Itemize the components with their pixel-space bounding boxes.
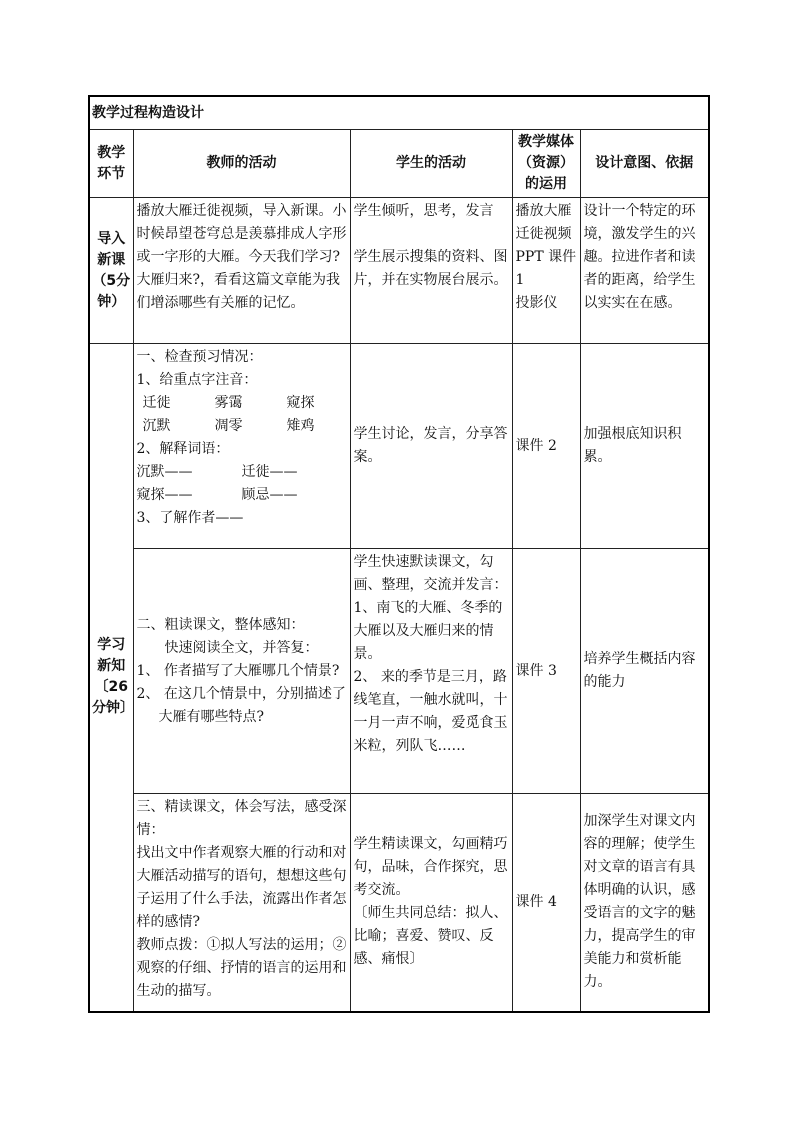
preview-heading: 一、检查预习情况： (136, 349, 263, 365)
close-instruction: 找出文中作者观察大雁的行动和对大雁活动描写的语句，想想这些句子运用了什么手法，流露出作者怎样的感情? (136, 845, 347, 930)
word-item: 窥探 (286, 395, 315, 411)
phonetic-words-row-1 (137, 392, 347, 415)
student-activity-intro (350, 198, 512, 344)
media-intro (512, 198, 580, 344)
vocab-item: 窥探—— (136, 487, 193, 503)
table-row (89, 344, 709, 549)
media-intro-2: 投影仪 (515, 295, 558, 311)
intent-skim: 培养学生概括内容的能力 (580, 549, 709, 794)
skim-student-3: 2、 来的季节是三月，路线笔直，一触水就叫，十一月一声不响，爱觅食玉米粒，列队飞…… (353, 669, 508, 754)
teacher-activity-preview (133, 344, 350, 549)
word-item: 雾霭 (214, 395, 243, 411)
teacher-activity-close-reading (133, 794, 350, 1012)
skim-student-1: 学生快速默读课文，勾画、整理，交流并发言： (353, 554, 508, 593)
close-heading: 三、精读课文，体会写法，感受深情： (136, 799, 347, 838)
student-activity-intro-2: 学生展示搜集的资料、图片，并在实物展台展示。 (353, 249, 508, 288)
word-item: 沉默 (142, 418, 171, 434)
skim-student-2: 1、南飞的大雁、冬季的大雁以及大雁归来的情景。 (353, 600, 503, 662)
vocab-row-2 (137, 484, 347, 507)
preview-author: 3、了解作者—— (136, 510, 244, 526)
vocab-item: 顾忌—— (241, 487, 298, 503)
media-skim: 课件 3 (512, 549, 580, 794)
stage-intro: 导入新课（5分钟） (89, 198, 133, 344)
student-activity-close-reading (350, 794, 512, 1012)
skim-instruction: 快速阅读全文，并答复： (164, 639, 319, 656)
header-teacher: 教师的活动 (133, 130, 350, 198)
table-row (89, 794, 709, 1012)
media-close-reading: 课件 4 (512, 794, 580, 1012)
lesson-plan-document (88, 95, 708, 1013)
vocab-row-1 (137, 461, 347, 484)
header-intent: 设计意图、依据 (580, 130, 709, 198)
close-student-2: 〔师生共同总结：拟人、比喻；喜爱、赞叹、反感、痛恨〕 (353, 905, 508, 968)
intent-preview: 加强根底知识积累。 (580, 344, 709, 549)
stage-new-knowledge: 学习新知〔26分钟〕 (89, 344, 133, 1012)
table-row (89, 198, 709, 344)
lesson-process-table (88, 95, 710, 1013)
skim-heading: 二、粗读课文，整体感知： (136, 616, 305, 633)
word-item: 凋零 (214, 418, 243, 434)
student-activity-intro-1: 学生倾听，思考，发言 (353, 203, 494, 219)
header-row (89, 130, 709, 198)
header-media: 教学媒体（资源）的运用 (512, 130, 580, 198)
intent-close-reading: 加深学生对课文内容的理解；使学生对文章的语言有具体明确的认识，感受语言的文字的魅力，提高学生的审美能力和赏析能力。 (580, 794, 709, 1012)
close-guidance: 教师点拨：①拟人写法的运用；②观察的仔细、抒情的语言的运用和生动的描写。 (136, 937, 347, 999)
preview-vocab: 2、解释词语： (136, 441, 230, 457)
close-student-1: 学生精读课文，勾画精巧句，品味，合作探究，思考交流。 (353, 836, 508, 899)
student-activity-skim (350, 549, 512, 794)
skim-question-1: 1、 作者描写了大雁哪几个情景? (136, 662, 340, 679)
word-item: 迁徙 (142, 395, 171, 411)
vocab-item: 迁徙—— (241, 464, 298, 480)
vocab-item: 沉默—— (136, 464, 193, 480)
preview-phonetics: 1、给重点字注音： (136, 372, 258, 388)
teacher-activity-skim (133, 549, 350, 794)
student-activity-preview: 学生讨论，发言，分享答案。 (350, 344, 512, 549)
intent-intro: 设计一个特定的环境，激发学生的兴趣。拉进作者和读者的距离，给学生以实实在在感。 (580, 198, 709, 344)
header-student: 学生的活动 (350, 130, 512, 198)
table-row (89, 549, 709, 794)
media-preview: 课件 2 (512, 344, 580, 549)
skim-question-2: 2、 在这几个情景中，分别描述了大雁有哪些特点? (136, 685, 346, 725)
media-intro-1: 播放大雁迁徙视频PPT 课件1 (515, 203, 577, 288)
teacher-activity-intro: 播放大雁迁徙视频，导入新课。小时候昂望苍穹总是羡慕排成人字形或一字形的大雁。今天我们学习?大雁归来?，看看这篇文章能为我们增添哪些有关雁的记忆。 (133, 198, 350, 344)
table-title: 教学过程构造设计 (89, 96, 709, 130)
header-stage: 教学环节 (89, 130, 133, 198)
phonetic-words-row-2 (137, 415, 347, 438)
table-title-row (89, 96, 709, 130)
word-item: 雉鸡 (286, 418, 315, 434)
